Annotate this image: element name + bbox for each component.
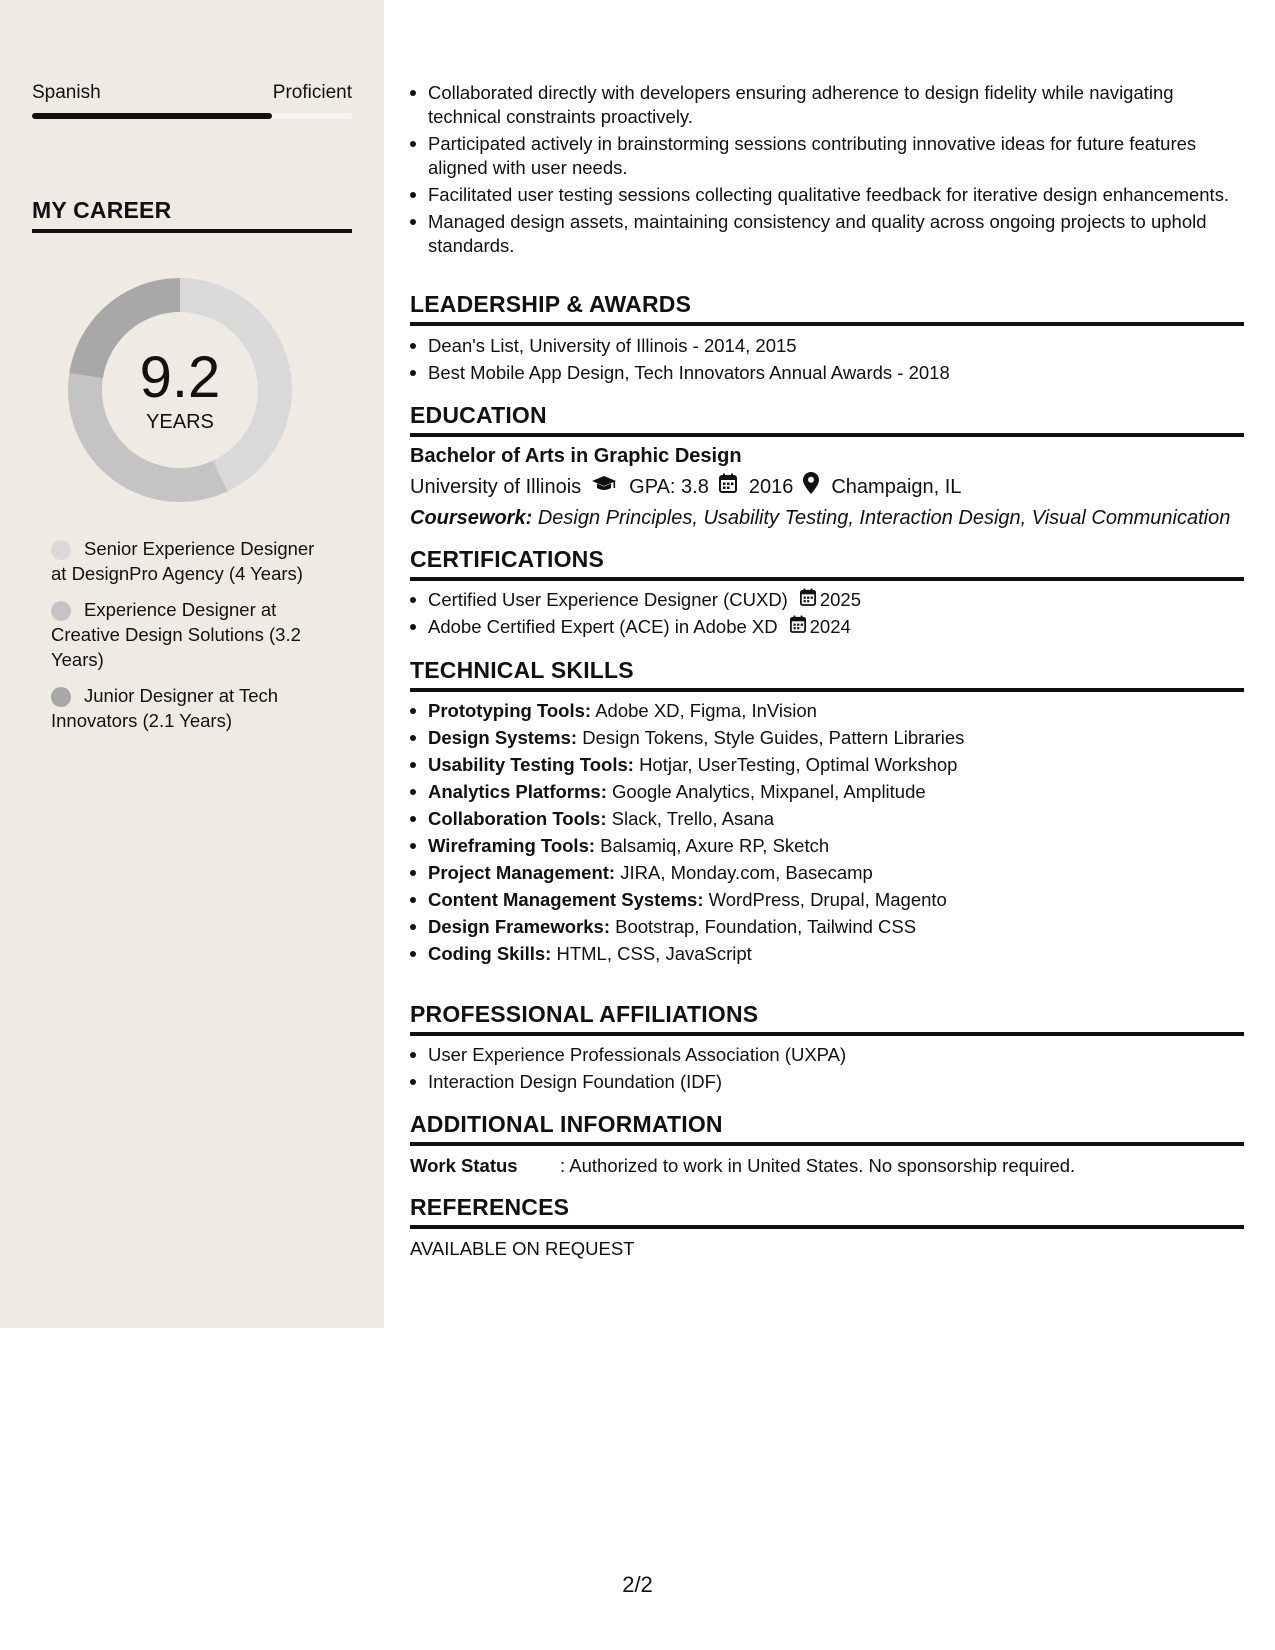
coursework-label: Coursework:: [410, 507, 533, 529]
certifications-title: CERTIFICATIONS: [410, 545, 1244, 581]
skill-values: Balsamiq, Axure RP, Sketch: [600, 835, 830, 856]
certification-name: Certified User Experience Designer (CUXD): [428, 589, 788, 610]
certification-year: 2025: [819, 589, 861, 610]
certification-year: 2024: [809, 616, 851, 637]
coursework-list: Design Principles, Usability Testing, Interaction Design, Visual Communication: [537, 507, 1231, 529]
skill-category: Coding Skills:: [428, 943, 552, 964]
skill-values: Bootstrap, Foundation, Tailwind CSS: [615, 916, 917, 937]
work-status-row: [410, 1154, 1244, 1178]
education-title: EDUCATION: [410, 401, 1244, 437]
calendar-icon: [790, 615, 806, 639]
references-title: REFERENCES: [410, 1193, 1244, 1229]
career-heading: MY CAREER: [32, 197, 352, 233]
certification-name: Adobe Certified Expert (ACE) in Adobe XD: [428, 616, 778, 637]
references-section: [410, 1193, 1244, 1261]
skill-values: HTML, CSS, JavaScript: [556, 943, 752, 964]
award-item: Dean's List, University of Illinois - 2014, 2015: [410, 334, 1244, 358]
experience-bullet: Collaborated directly with developers ensuring adherence to design fidelity while navigating technical constraints proactively.: [410, 81, 1244, 129]
gpa: GPA: 3.8: [629, 475, 709, 498]
education-section: [410, 401, 1244, 531]
skill-item: [410, 699, 1244, 723]
skill-item: [410, 834, 1244, 858]
career-legend-dot: [51, 540, 71, 560]
skill-item: [410, 726, 1244, 750]
affiliations-section: [410, 1000, 1244, 1097]
affiliations-title: PROFESSIONAL AFFILIATIONS: [410, 1000, 1244, 1036]
skill-values: Google Analytics, Mixpanel, Amplitude: [612, 781, 926, 802]
affiliation-item: User Experience Professionals Association (UXPA): [410, 1043, 1244, 1067]
skill-category: Collaboration Tools:: [428, 808, 607, 829]
map-pin-icon: [803, 472, 819, 501]
skill-item: [410, 753, 1244, 777]
certification-item: [410, 588, 1244, 612]
skill-values: Adobe XD, Figma, InVision: [595, 700, 817, 721]
skill-item: [410, 807, 1244, 831]
career-legend-dot: [51, 601, 71, 621]
skill-category: Project Management:: [428, 862, 616, 883]
skills-section: [410, 656, 1244, 969]
language-proficiency-bar: [32, 113, 352, 119]
career-legend-dot: [51, 687, 71, 707]
skill-category: Wireframing Tools:: [428, 835, 596, 856]
work-status-value: : Authorized to work in United States. No sponsorship required.: [560, 1155, 1076, 1176]
additional-info-section: [410, 1110, 1244, 1178]
school-location: Champaign, IL: [831, 475, 962, 498]
skill-item: [410, 888, 1244, 912]
graduation-year: 2016: [748, 475, 794, 498]
awards-list: [410, 334, 1244, 385]
skill-values: Hotjar, UserTesting, Optimal Workshop: [639, 754, 958, 775]
skill-values: Slack, Trello, Asana: [611, 808, 775, 829]
certification-item: [410, 615, 1244, 639]
degree-name: Bachelor of Arts in Graphic Design: [410, 445, 742, 467]
career-item-label: Experience Designer at Creative Design Solutions (3.2 Years): [51, 599, 301, 670]
career-total-unit: YEARS: [146, 411, 214, 433]
language-row: [32, 82, 352, 104]
skills-title: TECHNICAL SKILLS: [410, 656, 1244, 692]
career-total: [66, 345, 294, 434]
award-item: Best Mobile App Design, Tech Innovators Annual Awards - 2018: [410, 361, 1244, 385]
skill-item: [410, 915, 1244, 939]
school-name: University of Illinois: [410, 475, 582, 498]
experience-bullet: Facilitated user testing sessions collecting qualitative feedback for iterative design enhancements.: [410, 183, 1244, 207]
skill-category: Content Management Systems:: [428, 889, 704, 910]
experience-bullet: Managed design assets, maintaining consistency and quality across ongoing projects to uphold standards.: [410, 210, 1244, 258]
language-name: Spanish: [32, 82, 101, 103]
skill-category: Analytics Platforms:: [428, 781, 607, 802]
leadership-title: LEADERSHIP & AWARDS: [410, 290, 1244, 326]
skill-values: JIRA, Monday.com, Basecamp: [620, 862, 873, 883]
coursework: [410, 505, 1244, 531]
skills-list: [410, 699, 1244, 966]
career-total-value: 9.2: [139, 345, 221, 410]
additional-info-title: ADDITIONAL INFORMATION: [410, 1110, 1244, 1146]
leadership-section: [410, 290, 1244, 388]
calendar-icon: [800, 588, 816, 612]
career-list: [51, 536, 331, 744]
career-item: [51, 536, 331, 586]
career-item: [51, 597, 331, 672]
education-meta: [410, 472, 1244, 501]
career-item: [51, 683, 331, 733]
language-level: Proficient: [272, 82, 352, 103]
skill-category: Design Frameworks:: [428, 916, 610, 937]
graduation-cap-icon: [591, 474, 617, 500]
affiliation-item: Interaction Design Foundation (IDF): [410, 1070, 1244, 1094]
experience-bullets: [410, 81, 1244, 261]
sidebar: [0, 0, 384, 1328]
calendar-icon: [719, 473, 737, 500]
affiliations-list: [410, 1043, 1244, 1094]
skill-item: [410, 780, 1244, 804]
skill-values: Design Tokens, Style Guides, Pattern Libraries: [582, 727, 965, 748]
references-text: AVAILABLE ON REQUEST: [410, 1238, 635, 1259]
skill-category: Usability Testing Tools:: [428, 754, 634, 775]
skill-values: WordPress, Drupal, Magento: [708, 889, 947, 910]
experience-bullet: Participated actively in brainstorming sessions contributing innovative ideas for future features aligned with user needs.: [410, 132, 1244, 180]
certifications-section: [410, 545, 1244, 642]
page-number: 2/2: [622, 1572, 653, 1597]
work-status-label: Work Status: [410, 1155, 518, 1176]
career-item-label: Junior Designer at Tech Innovators (2.1 Years): [51, 685, 279, 731]
skill-item: [410, 942, 1244, 966]
skill-category: Prototyping Tools:: [428, 700, 592, 721]
certification-list: [410, 588, 1244, 639]
career-item-label: Senior Experience Designer at DesignPro Agency (4 Years): [51, 538, 315, 584]
language-proficiency-fill: [32, 113, 272, 119]
skill-category: Design Systems:: [428, 727, 578, 748]
skill-item: [410, 861, 1244, 885]
